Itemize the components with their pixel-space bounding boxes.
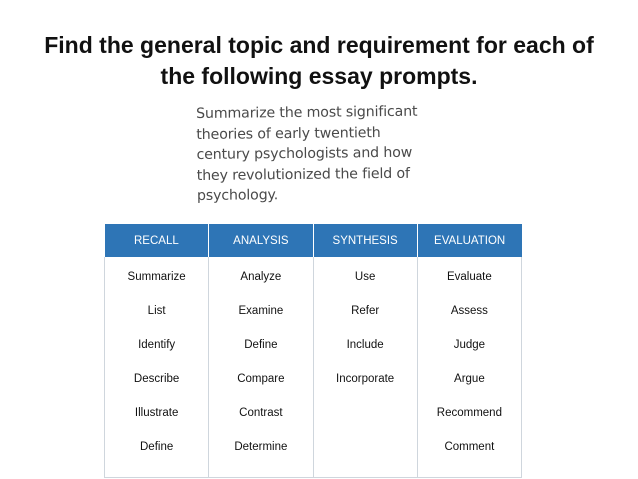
table-row bbox=[105, 257, 522, 478]
verb-cell: Include bbox=[346, 339, 384, 351]
verb-cell: Summarize bbox=[127, 271, 186, 283]
verb-cell: Assess bbox=[450, 305, 488, 317]
verb-cell: Judge bbox=[453, 339, 486, 351]
verb-cell: Evaluate bbox=[446, 271, 492, 283]
verb-cell: Use bbox=[354, 271, 376, 283]
verb-cell: Define bbox=[140, 441, 174, 453]
verb-cell bbox=[314, 440, 417, 474]
verb-cell: Illustrate bbox=[134, 407, 179, 419]
verb-cell: Define bbox=[244, 339, 278, 351]
title-line-1: Find the general topic and requirement for each of bbox=[44, 32, 594, 58]
verb-cell: Comment bbox=[444, 441, 495, 453]
verb-cell: Incorporate bbox=[336, 373, 395, 385]
title-line-2: the following essay prompts. bbox=[160, 63, 478, 89]
verb-cell: Contrast bbox=[239, 407, 283, 419]
evaluation-column bbox=[417, 257, 521, 478]
slide-title bbox=[0, 30, 638, 92]
synthesis-column bbox=[313, 257, 417, 478]
verb-cell: Determine bbox=[234, 441, 288, 453]
verb-cell: Identify bbox=[138, 339, 176, 351]
verb-cell: Describe bbox=[133, 373, 180, 385]
prompt-line: theories of early twentieth bbox=[196, 124, 381, 143]
verb-cell: List bbox=[147, 305, 166, 317]
verb-cell bbox=[314, 406, 417, 440]
verb-cell: Analyze bbox=[240, 271, 282, 283]
verb-cell: Argue bbox=[454, 373, 485, 385]
verb-cell: Compare bbox=[237, 373, 285, 385]
header-synthesis: SYNTHESIS bbox=[313, 224, 417, 257]
recall-column bbox=[105, 257, 209, 478]
verb-category-table bbox=[104, 224, 522, 478]
verb-cell: Refer bbox=[351, 305, 380, 317]
table-header-row bbox=[105, 224, 522, 257]
verb-cell: Examine bbox=[238, 305, 284, 317]
prompt-line: Summarize the most significant bbox=[196, 103, 418, 122]
prompt-line: century psychologists and how bbox=[196, 144, 413, 163]
verb-cell: Recommend bbox=[436, 407, 502, 419]
essay-prompt-image bbox=[196, 101, 457, 206]
header-evaluation: EVALUATION bbox=[417, 224, 521, 257]
analysis-column bbox=[209, 257, 313, 478]
header-recall: RECALL bbox=[105, 224, 209, 257]
prompt-line: psychology. bbox=[196, 187, 279, 204]
header-analysis: ANALYSIS bbox=[209, 224, 313, 257]
prompt-line: they revolutionized the field of bbox=[196, 165, 410, 184]
